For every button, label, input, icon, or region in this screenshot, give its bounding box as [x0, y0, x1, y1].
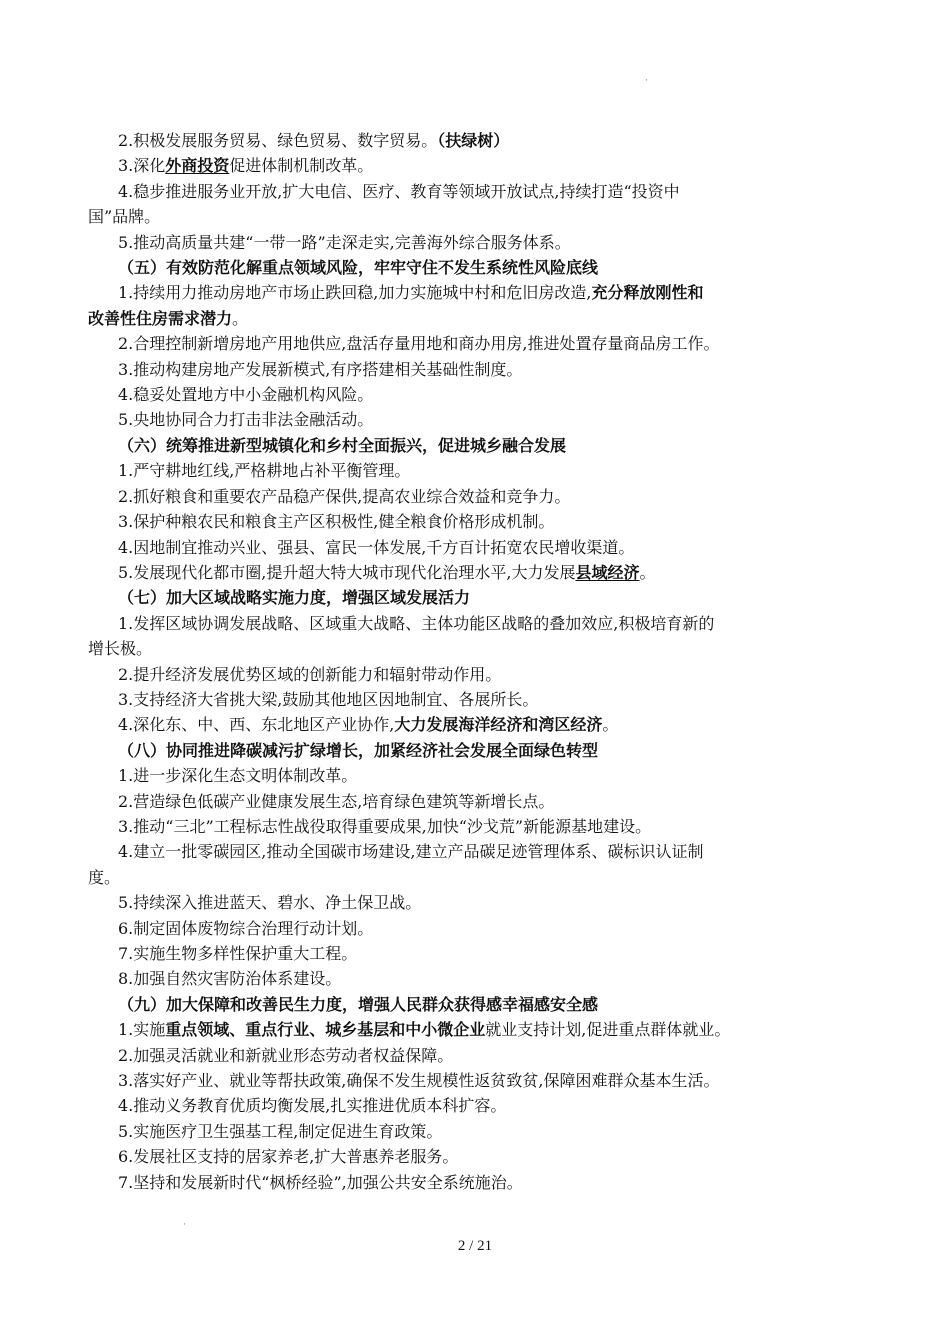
list-item-continuation: 度。: [88, 867, 121, 887]
list-item: 4.深化东、中、西、东北地区产业协作,大力发展海洋经济和湾区经济。: [118, 715, 619, 735]
list-item: 1.严守耕地红线,严格耕地占补平衡管理。: [118, 461, 411, 481]
list-item: 6.发展社区支持的居家养老,扩大普惠养老服务。: [118, 1147, 459, 1167]
section-heading: （八）协同推进降碳减污扩绿增长，加紧经济社会发展全面绿色转型: [118, 740, 599, 760]
list-item: 3.推动构建房地产发展新模式,有序搭建相关基础性制度。: [118, 359, 523, 379]
scan-mark: ·: [183, 1220, 186, 1230]
list-item: 3.保护种粮农民和粮食主产区积极性,健全粮食价格形成机制。: [118, 512, 555, 532]
list-item: 3.深化外商投资促进体制机制改革。: [118, 156, 374, 176]
list-item: 1.发挥区域协调发展战略、区域重大战略、主体功能区战略的叠加效应,积极培育新的: [118, 613, 715, 633]
list-item: 4.推动义务教育优质均衡发展,扎实推进优质本科扩容。: [118, 1096, 507, 1116]
list-item: 4.因地制宜推动兴业、强县、富民一体发展,千方百计拓宽农民增收渠道。: [118, 537, 635, 557]
list-item: 5.实施医疗卫生强基工程,制定促进生育政策。: [118, 1121, 443, 1141]
list-item: 3.推动“三北”工程标志性战役取得重要成果,加快“沙戈荒”新能源基地建设。: [118, 816, 652, 836]
list-item: 4.稳妥处置地方中小金融机构风险。: [118, 385, 374, 405]
list-item: 2.提升经济发展优势区域的创新能力和辐射带动作用。: [118, 664, 502, 684]
page-number: 2 / 21: [457, 1238, 493, 1254]
list-item: 2.积极发展服务贸易、绿色贸易、数字贸易。（扶绿树）: [118, 131, 510, 150]
list-item: 3.支持经济大省挑大梁,鼓励其他地区因地制宜、各展所长。: [118, 689, 539, 709]
list-item: 5.推动高质量共建“一带一路”走深走实,完善海外综合服务体系。: [118, 232, 571, 252]
list-item: 7.坚持和发展新时代“枫桥经验”,加强公共安全系统施治。: [118, 1172, 523, 1192]
list-item: 8.加强自然灾害防治体系建设。: [118, 969, 342, 989]
list-item: 3.落实好产业、就业等帮扶政策,确保不发生规模性返贫致贫,保障困难群众基本生活。: [118, 1071, 720, 1091]
list-item-continuation: 增长极。: [88, 639, 153, 659]
list-item: 2.合理控制新增房地产用地供应,盘活存量用地和商办用房,推进处置存量商品房工作。: [118, 334, 720, 354]
list-item: 5.央地协同合力打击非法金融活动。: [118, 410, 374, 430]
section-heading: （六）统筹推进新型城镇化和乡村全面振兴，促进城乡融合发展: [118, 435, 567, 455]
list-item-continuation: 国”品牌。: [88, 207, 161, 227]
section-heading: （五）有效防范化解重点领域风险，牢牢守住不发生系统性风险底线: [118, 258, 599, 278]
document-body: [88, 128, 866, 1195]
list-item: 4.稳步推进服务业开放,扩大电信、医疗、教育等领域开放试点,持续打造“投资中: [118, 181, 680, 201]
list-item: 5.发展现代化都市圈,提升超大特大城市现代化治理水平,大力发展县域经济。: [118, 562, 656, 582]
list-item: 1.实施重点领域、重点行业、城乡基层和中小微企业就业支持计划,促进重点群体就业。: [118, 1020, 731, 1040]
list-item-continuation: 改善性住房需求潜力。: [88, 308, 249, 328]
section-heading: （七）加大区域战略实施力度，增强区域发展活力: [118, 588, 471, 608]
section-heading: （九）加大保障和改善民生力度，增强人民群众获得感幸福感安全感: [118, 994, 599, 1014]
list-item: 2.加强灵活就业和新就业形态劳动者权益保障。: [118, 1045, 454, 1065]
list-item: 7.实施生物多样性保护重大工程。: [118, 944, 358, 963]
list-item: 6.制定固体废物综合治理行动计划。: [118, 918, 374, 938]
list-item: 2.营造绿色低碳产业健康发展生态,培育绿色建筑等新增长点。: [118, 791, 555, 811]
list-item: 5.持续深入推进蓝天、碧水、净土保卫战。: [118, 893, 422, 913]
scan-mark: ·: [645, 76, 648, 86]
list-item: 4.建立一批零碳园区,推动全国碳市场建设,建立产品碳足迹管理体系、碳标识认证制: [118, 842, 704, 862]
list-item: 1.进一步深化生态文明体制改革。: [118, 766, 358, 786]
list-item: 1.持续用力推动房地产市场止跌回稳,加力实施城中村和危旧房改造,充分释放刚性和: [118, 283, 704, 303]
list-item: 2.抓好粮食和重要农产品稳产保供,提高农业综合效益和竞争力。: [118, 486, 571, 506]
